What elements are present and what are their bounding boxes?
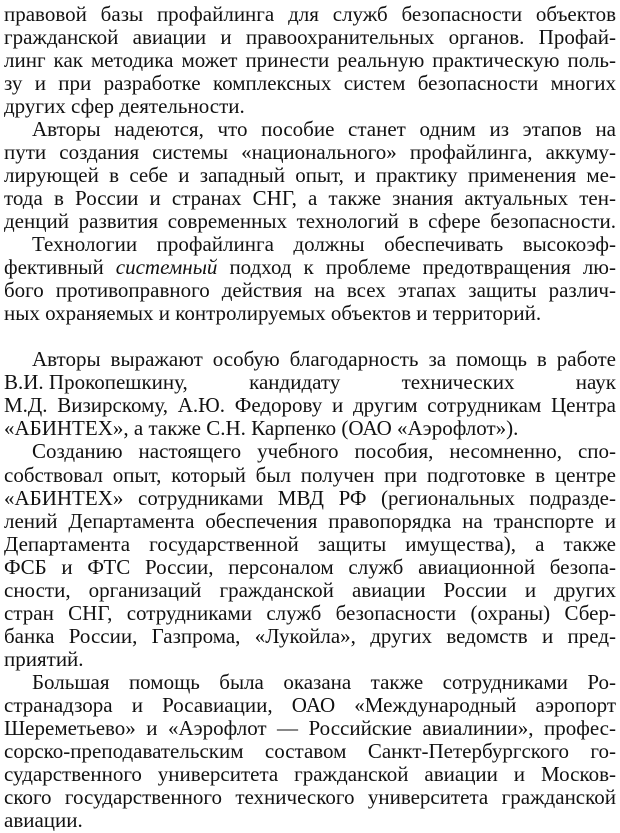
text-line: собствовал опыт, который был получен при подготовке в центре (4, 462, 616, 487)
text-line: Авторы выражают особую благодарность за помощь в работе (32, 347, 616, 372)
text-line: банка России, Газпрома, «Лукойла», других ведомств и пред- (4, 623, 616, 648)
text-line: сударственного университета гражданской авиации и Москов- (4, 761, 616, 786)
text-line: лирующей в себе и западный опыт, и практику применения ме- (4, 163, 616, 188)
text-line (4, 255, 616, 279)
text-word: В.И. Прокопешкину, (4, 370, 188, 395)
text-line: Технологии профайлинга должны обеспечивать высокоэф- (32, 232, 616, 257)
text-line: тода в России и странах СНГ, а также знания актуальных тен- (4, 186, 616, 211)
text-word: кандидату (249, 370, 341, 395)
text-line: стран СНГ, сотрудниками служб безопасности (охраны) Сбер- (4, 600, 616, 625)
text-line: Шереметьево» и «Аэрофлот — Российские авиалинии», профес- (4, 715, 616, 740)
text-line: ФСБ и ФТС России, персоналом служб авиационной безопа- (4, 554, 616, 579)
text-line (4, 370, 616, 394)
text-line: Созданию настоящего учебного пособия, несомненно, спо- (32, 439, 616, 464)
document-page (4, 0, 618, 833)
text-run: подход к проблеме предотвращения лю- (217, 255, 616, 280)
text-line: сности, организаций гражданской авиации России и других (4, 577, 616, 602)
text-line: Большая помощь была оказана также сотрудниками Ро- (32, 669, 616, 694)
text-line: авиации. (4, 808, 83, 832)
text-line: гражданской авиации и правоохранительных органов. Профай- (4, 24, 616, 49)
text-line: лений Департамента обеспечения правопорядка на транспорте и (4, 508, 616, 533)
text-line: ных охраняемых и контролируемых объектов и территорий. (4, 301, 542, 326)
text-line: сорско-преподавательским составом Санкт-Петербургского го- (4, 738, 616, 763)
text-line: линг как методика может принести реальную практическую поль- (4, 47, 616, 72)
text-word: технических (401, 370, 515, 395)
emphasis-text: системный (115, 255, 218, 280)
text-line: правовой базы профайлинга для служб безопасности объектов (4, 1, 616, 26)
text-line: денций развития современных технологий в сфере безопасности. (4, 209, 616, 234)
text-run: фективный (4, 255, 116, 280)
text-line: Авторы надеются, что пособие станет одним из этапов на (32, 117, 616, 141)
text-line: зу и при разработке комплексных систем безопасности многих (4, 70, 616, 95)
text-line: ского государственного технического университета гражданской (4, 784, 616, 809)
text-line: Департамента государственной защиты имущества), а также (4, 531, 616, 556)
text-line: других сфер деятельности. (4, 93, 245, 118)
text-line: М.Д. Визирскому, А.Ю. Федорову и другим сотрудникам Центра (4, 393, 616, 418)
text-line: «АБИНТЕХ», а также С.Н. Карпенко (ОАО «Аэрофлот»). (4, 416, 519, 441)
text-line: пути создания системы «национального» профайлинга, аккуму- (4, 140, 616, 165)
text-line: «АБИНТЕХ» сотрудниками МВД РФ (региональных подразде- (4, 485, 616, 510)
text-line: приятий. (4, 646, 84, 671)
text-word: наук (575, 370, 616, 395)
text-line: бого противоправного действия на всех этапах защиты различ- (4, 278, 616, 303)
text-line: странадзора и Росавиации, ОАО «Международный аэропорт (4, 692, 616, 717)
